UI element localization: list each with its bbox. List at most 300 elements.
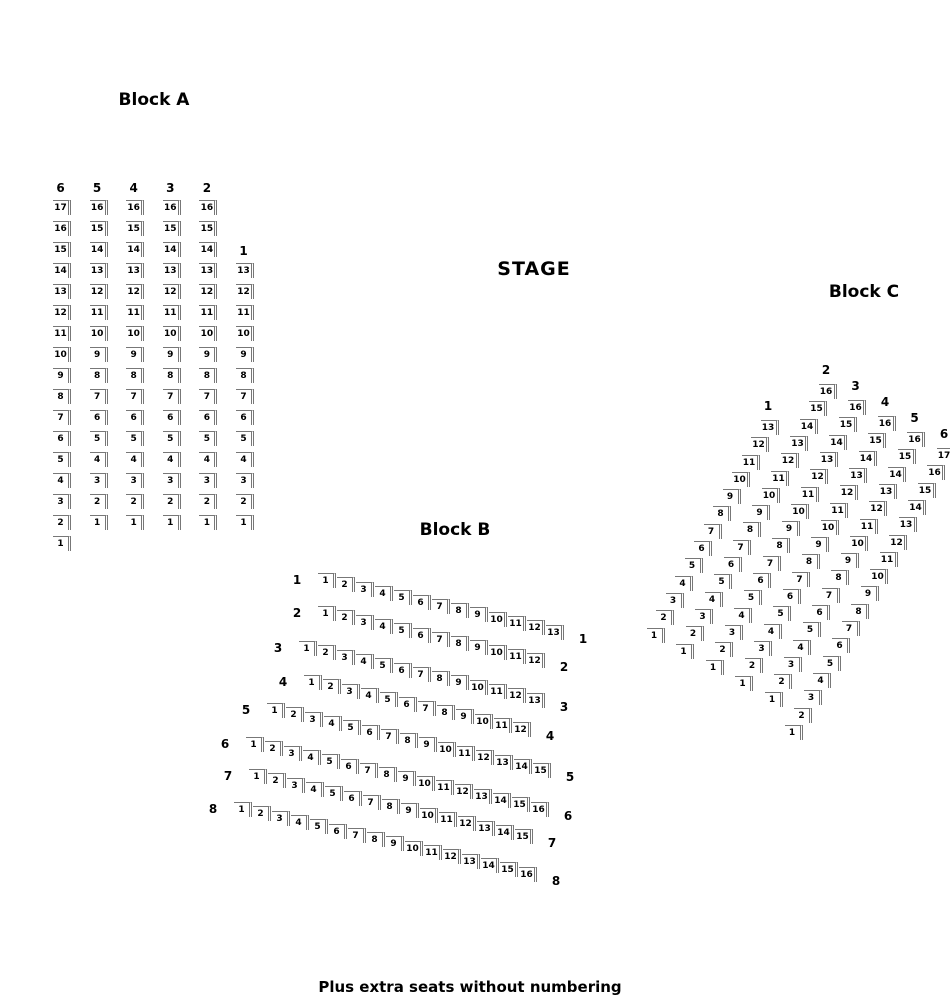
block-b-row-4-seat-3[interactable]: 3 [342,684,360,699]
block-c-col-2-seat-3[interactable]: 3 [695,609,713,624]
block-a-col-1-seat-9[interactable]: 9 [236,347,254,362]
block-a-col-6-seat-6[interactable]: 6 [53,431,71,446]
block-a-col-1-seat-3[interactable]: 3 [236,473,254,488]
block-b-row-2-seat-2[interactable]: 2 [337,610,355,625]
block-c-col-6-seat-7[interactable]: 7 [842,621,860,636]
block-b-row-7-seat-7[interactable]: 7 [363,795,381,810]
block-c-col-5-seat-8[interactable]: 8 [831,570,849,585]
block-b-row-3-seat-5[interactable]: 5 [375,658,393,673]
block-b-row-2-seat-7[interactable]: 7 [432,632,450,647]
block-a-col-1-seat-4[interactable]: 4 [236,452,254,467]
block-c-col-4-seat-6[interactable]: 6 [783,589,801,604]
block-a-col-3-seat-16[interactable]: 16 [163,200,181,215]
block-c-col-4-seat-9[interactable]: 9 [811,537,829,552]
block-a-col-5-seat-3[interactable]: 3 [90,473,108,488]
block-c-col-3-seat-1[interactable]: 1 [706,660,724,675]
block-a-col-1-seat-12[interactable]: 12 [236,284,254,299]
block-b-row-7-seat-11[interactable]: 11 [439,812,457,827]
block-c-col-4-seat-3[interactable]: 3 [754,641,772,656]
block-c-col-2-seat-8[interactable]: 8 [743,522,761,537]
block-b-row-8-seat-6[interactable]: 6 [329,824,347,839]
block-a-col-5-seat-14[interactable]: 14 [90,242,108,257]
block-b-row-5-seat-5[interactable]: 5 [343,720,361,735]
block-b-row-2-seat-10[interactable]: 10 [489,645,507,660]
block-b-row-3-seat-3[interactable]: 3 [337,650,355,665]
block-c-col-5-seat-10[interactable]: 10 [850,536,868,551]
block-c-col-4-seat-1[interactable]: 1 [735,676,753,691]
block-b-row-1-seat-3[interactable]: 3 [356,582,374,597]
block-c-col-2-seat-15[interactable]: 15 [809,401,827,416]
block-a-col-2-seat-13[interactable]: 13 [199,263,217,278]
block-a-col-3-seat-6[interactable]: 6 [163,410,181,425]
block-c-col-2-seat-12[interactable]: 12 [781,453,799,468]
block-a-col-1-seat-6[interactable]: 6 [236,410,254,425]
block-c-col-1-seat-8[interactable]: 8 [713,506,731,521]
block-c-col-6-seat-1[interactable]: 1 [785,725,803,740]
block-a-col-1-seat-11[interactable]: 11 [236,305,254,320]
block-a-col-4-seat-16[interactable]: 16 [126,200,144,215]
block-a-col-3-seat-15[interactable]: 15 [163,221,181,236]
block-c-col-3-seat-8[interactable]: 8 [772,538,790,553]
block-c-col-3-seat-6[interactable]: 6 [753,573,771,588]
block-b-row-5-seat-11[interactable]: 11 [457,746,475,761]
block-b-row-3-seat-12[interactable]: 12 [508,688,526,703]
block-b-row-6-seat-9[interactable]: 9 [398,771,416,786]
block-a-col-4-seat-10[interactable]: 10 [126,326,144,341]
block-b-row-3-seat-7[interactable]: 7 [413,667,431,682]
block-b-row-4-seat-10[interactable]: 10 [475,714,493,729]
block-a-col-6-seat-3[interactable]: 3 [53,494,71,509]
block-c-col-3-seat-9[interactable]: 9 [782,521,800,536]
block-a-col-5-seat-16[interactable]: 16 [90,200,108,215]
block-b-row-8-seat-15[interactable]: 15 [500,862,518,877]
block-a-col-2-seat-1[interactable]: 1 [199,515,217,530]
block-b-row-5-seat-12[interactable]: 12 [476,750,494,765]
block-c-col-2-seat-4[interactable]: 4 [705,592,723,607]
block-b-row-8-seat-7[interactable]: 7 [348,828,366,843]
block-c-col-6-seat-15[interactable]: 15 [918,483,936,498]
block-a-col-3-seat-9[interactable]: 9 [163,347,181,362]
block-c-col-5-seat-12[interactable]: 12 [869,501,887,516]
block-c-col-3-seat-5[interactable]: 5 [744,590,762,605]
block-c-col-4-seat-7[interactable]: 7 [792,572,810,587]
block-c-col-2-seat-1[interactable]: 1 [676,644,694,659]
block-b-row-8-seat-5[interactable]: 5 [310,819,328,834]
block-c-col-1-seat-4[interactable]: 4 [675,576,693,591]
block-b-row-8-seat-14[interactable]: 14 [481,858,499,873]
block-b-row-5-seat-15[interactable]: 15 [533,763,551,778]
block-c-col-4-seat-2[interactable]: 2 [745,658,763,673]
block-c-col-4-seat-8[interactable]: 8 [802,554,820,569]
block-a-col-5-seat-4[interactable]: 4 [90,452,108,467]
block-a-col-4-seat-5[interactable]: 5 [126,431,144,446]
block-b-row-1-seat-10[interactable]: 10 [489,612,507,627]
block-c-col-6-seat-13[interactable]: 13 [899,517,917,532]
block-b-row-6-seat-14[interactable]: 14 [493,793,511,808]
block-b-row-7-seat-6[interactable]: 6 [344,791,362,806]
block-b-row-3-seat-6[interactable]: 6 [394,663,412,678]
block-a-col-5-seat-12[interactable]: 12 [90,284,108,299]
block-a-col-5-seat-2[interactable]: 2 [90,494,108,509]
block-b-row-4-seat-2[interactable]: 2 [323,679,341,694]
block-a-col-6-seat-10[interactable]: 10 [53,347,71,362]
block-b-row-8-seat-10[interactable]: 10 [405,841,423,856]
block-c-col-1-seat-5[interactable]: 5 [685,558,703,573]
block-a-col-3-seat-7[interactable]: 7 [163,389,181,404]
block-a-col-3-seat-13[interactable]: 13 [163,263,181,278]
block-c-col-2-seat-10[interactable]: 10 [762,488,780,503]
block-b-row-7-seat-5[interactable]: 5 [325,786,343,801]
block-b-row-1-seat-5[interactable]: 5 [394,590,412,605]
block-c-col-5-seat-9[interactable]: 9 [841,553,859,568]
block-a-col-4-seat-2[interactable]: 2 [126,494,144,509]
block-c-col-3-seat-10[interactable]: 10 [791,504,809,519]
block-c-col-4-seat-15[interactable]: 15 [868,433,886,448]
block-a-col-3-seat-10[interactable]: 10 [163,326,181,341]
block-b-row-2-seat-4[interactable]: 4 [375,619,393,634]
block-b-row-8-seat-8[interactable]: 8 [367,832,385,847]
block-c-col-4-seat-16[interactable]: 16 [878,416,896,431]
block-b-row-3-seat-11[interactable]: 11 [489,684,507,699]
block-a-col-2-seat-4[interactable]: 4 [199,452,217,467]
block-a-col-3-seat-12[interactable]: 12 [163,284,181,299]
block-c-col-1-seat-1[interactable]: 1 [647,628,665,643]
block-a-col-3-seat-14[interactable]: 14 [163,242,181,257]
block-b-row-3-seat-10[interactable]: 10 [470,680,488,695]
block-b-row-7-seat-9[interactable]: 9 [401,803,419,818]
block-c-col-3-seat-15[interactable]: 15 [839,417,857,432]
block-a-col-2-seat-10[interactable]: 10 [199,326,217,341]
block-a-col-2-seat-5[interactable]: 5 [199,431,217,446]
block-c-col-6-seat-11[interactable]: 11 [880,552,898,567]
block-b-row-6-seat-15[interactable]: 15 [512,797,530,812]
block-b-row-3-seat-2[interactable]: 2 [318,645,336,660]
block-c-col-1-seat-13[interactable]: 13 [761,420,779,435]
block-a-col-1-seat-8[interactable]: 8 [236,368,254,383]
block-b-row-1-seat-6[interactable]: 6 [413,595,431,610]
block-b-row-5-seat-1[interactable]: 1 [267,703,285,718]
block-b-row-4-seat-7[interactable]: 7 [418,701,436,716]
block-b-row-2-seat-11[interactable]: 11 [508,649,526,664]
block-b-row-8-seat-3[interactable]: 3 [272,811,290,826]
block-c-col-3-seat-12[interactable]: 12 [810,469,828,484]
block-a-col-6-seat-1[interactable]: 1 [53,536,71,551]
block-c-col-4-seat-11[interactable]: 11 [830,503,848,518]
block-a-col-5-seat-9[interactable]: 9 [90,347,108,362]
block-b-row-6-seat-10[interactable]: 10 [417,776,435,791]
block-b-row-8-seat-9[interactable]: 9 [386,836,404,851]
block-b-row-5-seat-14[interactable]: 14 [514,759,532,774]
block-b-row-1-seat-7[interactable]: 7 [432,599,450,614]
block-b-row-2-seat-6[interactable]: 6 [413,628,431,643]
block-c-col-2-seat-14[interactable]: 14 [800,419,818,434]
block-b-row-7-seat-12[interactable]: 12 [458,816,476,831]
block-c-col-3-seat-16[interactable]: 16 [848,400,866,415]
block-b-row-5-seat-13[interactable]: 13 [495,755,513,770]
block-b-row-3-seat-4[interactable]: 4 [356,654,374,669]
block-a-col-6-seat-5[interactable]: 5 [53,452,71,467]
block-c-col-2-seat-5[interactable]: 5 [714,574,732,589]
block-a-col-4-seat-3[interactable]: 3 [126,473,144,488]
block-c-col-1-seat-2[interactable]: 2 [656,610,674,625]
block-a-col-6-seat-8[interactable]: 8 [53,389,71,404]
block-b-row-4-seat-5[interactable]: 5 [380,692,398,707]
block-a-col-2-seat-9[interactable]: 9 [199,347,217,362]
block-c-col-4-seat-14[interactable]: 14 [859,451,877,466]
block-b-row-5-seat-3[interactable]: 3 [305,712,323,727]
block-b-row-3-seat-1[interactable]: 1 [299,641,317,656]
block-b-row-4-seat-11[interactable]: 11 [494,718,512,733]
block-a-col-4-seat-14[interactable]: 14 [126,242,144,257]
block-b-row-7-seat-2[interactable]: 2 [268,773,286,788]
block-a-col-3-seat-4[interactable]: 4 [163,452,181,467]
block-a-col-3-seat-5[interactable]: 5 [163,431,181,446]
block-a-col-1-seat-13[interactable]: 13 [236,263,254,278]
block-a-col-4-seat-15[interactable]: 15 [126,221,144,236]
block-c-col-1-seat-11[interactable]: 11 [742,455,760,470]
block-a-col-6-seat-9[interactable]: 9 [53,368,71,383]
block-b-row-5-seat-8[interactable]: 8 [400,733,418,748]
block-b-row-1-seat-9[interactable]: 9 [470,607,488,622]
block-c-col-5-seat-2[interactable]: 2 [774,674,792,689]
block-b-row-7-seat-1[interactable]: 1 [249,769,267,784]
block-c-col-5-seat-3[interactable]: 3 [784,657,802,672]
block-a-col-3-seat-8[interactable]: 8 [163,368,181,383]
block-c-col-6-seat-5[interactable]: 5 [823,656,841,671]
block-c-col-4-seat-4[interactable]: 4 [764,624,782,639]
block-c-col-5-seat-14[interactable]: 14 [888,467,906,482]
block-c-col-2-seat-6[interactable]: 6 [724,557,742,572]
block-b-row-1-seat-13[interactable]: 13 [546,625,564,640]
block-b-row-8-seat-2[interactable]: 2 [253,806,271,821]
block-b-row-6-seat-8[interactable]: 8 [379,767,397,782]
block-b-row-3-seat-13[interactable]: 13 [527,693,545,708]
block-b-row-4-seat-9[interactable]: 9 [456,709,474,724]
block-a-col-2-seat-6[interactable]: 6 [199,410,217,425]
block-a-col-4-seat-6[interactable]: 6 [126,410,144,425]
block-b-row-2-seat-5[interactable]: 5 [394,623,412,638]
block-b-row-6-seat-7[interactable]: 7 [360,763,378,778]
block-a-col-1-seat-5[interactable]: 5 [236,431,254,446]
block-b-row-6-seat-4[interactable]: 4 [303,750,321,765]
block-c-col-1-seat-9[interactable]: 9 [723,489,741,504]
block-c-col-6-seat-3[interactable]: 3 [804,690,822,705]
block-a-col-5-seat-8[interactable]: 8 [90,368,108,383]
block-b-row-2-seat-12[interactable]: 12 [527,653,545,668]
block-a-col-5-seat-10[interactable]: 10 [90,326,108,341]
block-a-col-2-seat-2[interactable]: 2 [199,494,217,509]
block-b-row-2-seat-8[interactable]: 8 [451,636,469,651]
block-c-col-5-seat-7[interactable]: 7 [822,588,840,603]
block-c-col-5-seat-15[interactable]: 15 [898,449,916,464]
block-b-row-1-seat-12[interactable]: 12 [527,620,545,635]
block-c-col-4-seat-10[interactable]: 10 [821,520,839,535]
block-c-col-4-seat-13[interactable]: 13 [849,468,867,483]
block-a-col-6-seat-2[interactable]: 2 [53,515,71,530]
block-b-row-6-seat-12[interactable]: 12 [455,784,473,799]
block-b-row-2-seat-3[interactable]: 3 [356,615,374,630]
block-c-col-5-seat-11[interactable]: 11 [860,519,878,534]
block-a-col-5-seat-6[interactable]: 6 [90,410,108,425]
block-b-row-7-seat-14[interactable]: 14 [496,825,514,840]
block-a-col-6-seat-7[interactable]: 7 [53,410,71,425]
block-c-col-2-seat-2[interactable]: 2 [686,626,704,641]
block-c-col-3-seat-4[interactable]: 4 [734,608,752,623]
block-a-col-2-seat-12[interactable]: 12 [199,284,217,299]
block-b-row-5-seat-6[interactable]: 6 [362,725,380,740]
block-a-col-1-seat-2[interactable]: 2 [236,494,254,509]
block-c-col-2-seat-7[interactable]: 7 [733,540,751,555]
block-b-row-1-seat-11[interactable]: 11 [508,616,526,631]
block-a-col-4-seat-1[interactable]: 1 [126,515,144,530]
block-a-col-4-seat-12[interactable]: 12 [126,284,144,299]
block-a-col-5-seat-5[interactable]: 5 [90,431,108,446]
block-b-row-7-seat-3[interactable]: 3 [287,778,305,793]
block-a-col-2-seat-16[interactable]: 16 [199,200,217,215]
block-a-col-1-seat-1[interactable]: 1 [236,515,254,530]
block-a-col-2-seat-15[interactable]: 15 [199,221,217,236]
block-a-col-5-seat-15[interactable]: 15 [90,221,108,236]
block-b-row-4-seat-1[interactable]: 1 [304,675,322,690]
block-a-col-2-seat-14[interactable]: 14 [199,242,217,257]
block-a-col-6-seat-17[interactable]: 17 [53,200,71,215]
block-a-col-3-seat-3[interactable]: 3 [163,473,181,488]
block-b-row-7-seat-15[interactable]: 15 [515,829,533,844]
block-b-row-6-seat-11[interactable]: 11 [436,780,454,795]
block-b-row-5-seat-10[interactable]: 10 [438,742,456,757]
block-a-col-6-seat-11[interactable]: 11 [53,326,71,341]
block-b-row-7-seat-8[interactable]: 8 [382,799,400,814]
block-b-row-8-seat-1[interactable]: 1 [234,802,252,817]
block-b-row-2-seat-9[interactable]: 9 [470,640,488,655]
block-c-col-6-seat-14[interactable]: 14 [908,500,926,515]
block-b-row-6-seat-16[interactable]: 16 [531,802,549,817]
block-c-col-3-seat-13[interactable]: 13 [820,452,838,467]
block-a-col-6-seat-12[interactable]: 12 [53,305,71,320]
block-c-col-3-seat-2[interactable]: 2 [715,642,733,657]
block-b-row-7-seat-10[interactable]: 10 [420,808,438,823]
block-b-row-6-seat-6[interactable]: 6 [341,759,359,774]
block-c-col-6-seat-12[interactable]: 12 [889,535,907,550]
block-a-col-4-seat-13[interactable]: 13 [126,263,144,278]
block-c-col-5-seat-16[interactable]: 16 [907,432,925,447]
block-a-col-6-seat-13[interactable]: 13 [53,284,71,299]
block-c-col-1-seat-3[interactable]: 3 [666,593,684,608]
block-c-col-6-seat-2[interactable]: 2 [794,708,812,723]
block-c-col-1-seat-12[interactable]: 12 [751,437,769,452]
block-a-col-6-seat-14[interactable]: 14 [53,263,71,278]
block-b-row-5-seat-9[interactable]: 9 [419,737,437,752]
block-a-col-4-seat-7[interactable]: 7 [126,389,144,404]
block-c-col-6-seat-6[interactable]: 6 [832,638,850,653]
block-b-row-4-seat-12[interactable]: 12 [513,722,531,737]
block-a-col-2-seat-3[interactable]: 3 [199,473,217,488]
block-c-col-4-seat-12[interactable]: 12 [840,485,858,500]
block-c-col-5-seat-1[interactable]: 1 [765,692,783,707]
block-b-row-4-seat-6[interactable]: 6 [399,697,417,712]
block-a-col-1-seat-10[interactable]: 10 [236,326,254,341]
block-a-col-3-seat-2[interactable]: 2 [163,494,181,509]
block-a-col-4-seat-8[interactable]: 8 [126,368,144,383]
block-c-col-6-seat-8[interactable]: 8 [851,604,869,619]
block-a-col-3-seat-1[interactable]: 1 [163,515,181,530]
block-b-row-5-seat-2[interactable]: 2 [286,707,304,722]
block-a-col-2-seat-8[interactable]: 8 [199,368,217,383]
block-b-row-3-seat-8[interactable]: 8 [432,671,450,686]
block-b-row-8-seat-4[interactable]: 4 [291,815,309,830]
block-c-col-6-seat-9[interactable]: 9 [861,586,879,601]
block-c-col-3-seat-14[interactable]: 14 [829,435,847,450]
block-b-row-5-seat-4[interactable]: 4 [324,716,342,731]
block-c-col-6-seat-10[interactable]: 10 [870,569,888,584]
block-a-col-2-seat-7[interactable]: 7 [199,389,217,404]
block-c-col-3-seat-11[interactable]: 11 [801,487,819,502]
block-a-col-6-seat-15[interactable]: 15 [53,242,71,257]
block-c-col-2-seat-16[interactable]: 16 [819,384,837,399]
block-a-col-5-seat-11[interactable]: 11 [90,305,108,320]
block-a-col-2-seat-11[interactable]: 11 [199,305,217,320]
block-a-col-6-seat-4[interactable]: 4 [53,473,71,488]
block-a-col-4-seat-4[interactable]: 4 [126,452,144,467]
block-b-row-6-seat-1[interactable]: 1 [246,737,264,752]
block-b-row-6-seat-5[interactable]: 5 [322,754,340,769]
block-c-col-1-seat-10[interactable]: 10 [732,472,750,487]
block-b-row-7-seat-13[interactable]: 13 [477,821,495,836]
block-b-row-1-seat-1[interactable]: 1 [318,573,336,588]
block-b-row-8-seat-13[interactable]: 13 [462,854,480,869]
block-b-row-4-seat-4[interactable]: 4 [361,688,379,703]
block-a-col-1-seat-7[interactable]: 7 [236,389,254,404]
block-b-row-1-seat-4[interactable]: 4 [375,586,393,601]
block-c-col-5-seat-13[interactable]: 13 [879,484,897,499]
block-c-col-2-seat-9[interactable]: 9 [752,505,770,520]
block-c-col-5-seat-6[interactable]: 6 [812,605,830,620]
block-b-row-8-seat-16[interactable]: 16 [519,867,537,882]
block-c-col-2-seat-13[interactable]: 13 [790,436,808,451]
block-c-col-5-seat-5[interactable]: 5 [803,622,821,637]
block-b-row-6-seat-3[interactable]: 3 [284,746,302,761]
block-b-row-4-seat-8[interactable]: 8 [437,705,455,720]
block-a-col-4-seat-9[interactable]: 9 [126,347,144,362]
block-a-col-6-seat-16[interactable]: 16 [53,221,71,236]
block-c-col-5-seat-4[interactable]: 4 [793,640,811,655]
block-c-col-6-seat-4[interactable]: 4 [813,673,831,688]
block-c-col-6-seat-16[interactable]: 16 [927,465,945,480]
block-b-row-3-seat-9[interactable]: 9 [451,675,469,690]
block-b-row-8-seat-12[interactable]: 12 [443,849,461,864]
block-c-col-2-seat-11[interactable]: 11 [771,471,789,486]
block-c-col-3-seat-7[interactable]: 7 [763,556,781,571]
block-b-row-8-seat-11[interactable]: 11 [424,845,442,860]
block-a-col-5-seat-1[interactable]: 1 [90,515,108,530]
block-b-row-6-seat-2[interactable]: 2 [265,741,283,756]
block-b-row-2-seat-1[interactable]: 1 [318,606,336,621]
block-b-row-1-seat-8[interactable]: 8 [451,603,469,618]
block-b-row-7-seat-4[interactable]: 4 [306,782,324,797]
block-c-col-6-seat-17[interactable]: 17 [937,448,950,463]
block-c-col-4-seat-5[interactable]: 5 [773,606,791,621]
block-a-col-5-seat-13[interactable]: 13 [90,263,108,278]
block-a-col-3-seat-11[interactable]: 11 [163,305,181,320]
block-b-row-1-seat-2[interactable]: 2 [337,577,355,592]
block-c-col-3-seat-3[interactable]: 3 [725,625,743,640]
block-a-col-5-seat-7[interactable]: 7 [90,389,108,404]
block-c-col-1-seat-7[interactable]: 7 [704,524,722,539]
block-b-row-5-seat-7[interactable]: 7 [381,729,399,744]
block-c-col-1-seat-6[interactable]: 6 [694,541,712,556]
block-a-col-4-seat-11[interactable]: 11 [126,305,144,320]
block-b-row-6-seat-13[interactable]: 13 [474,789,492,804]
